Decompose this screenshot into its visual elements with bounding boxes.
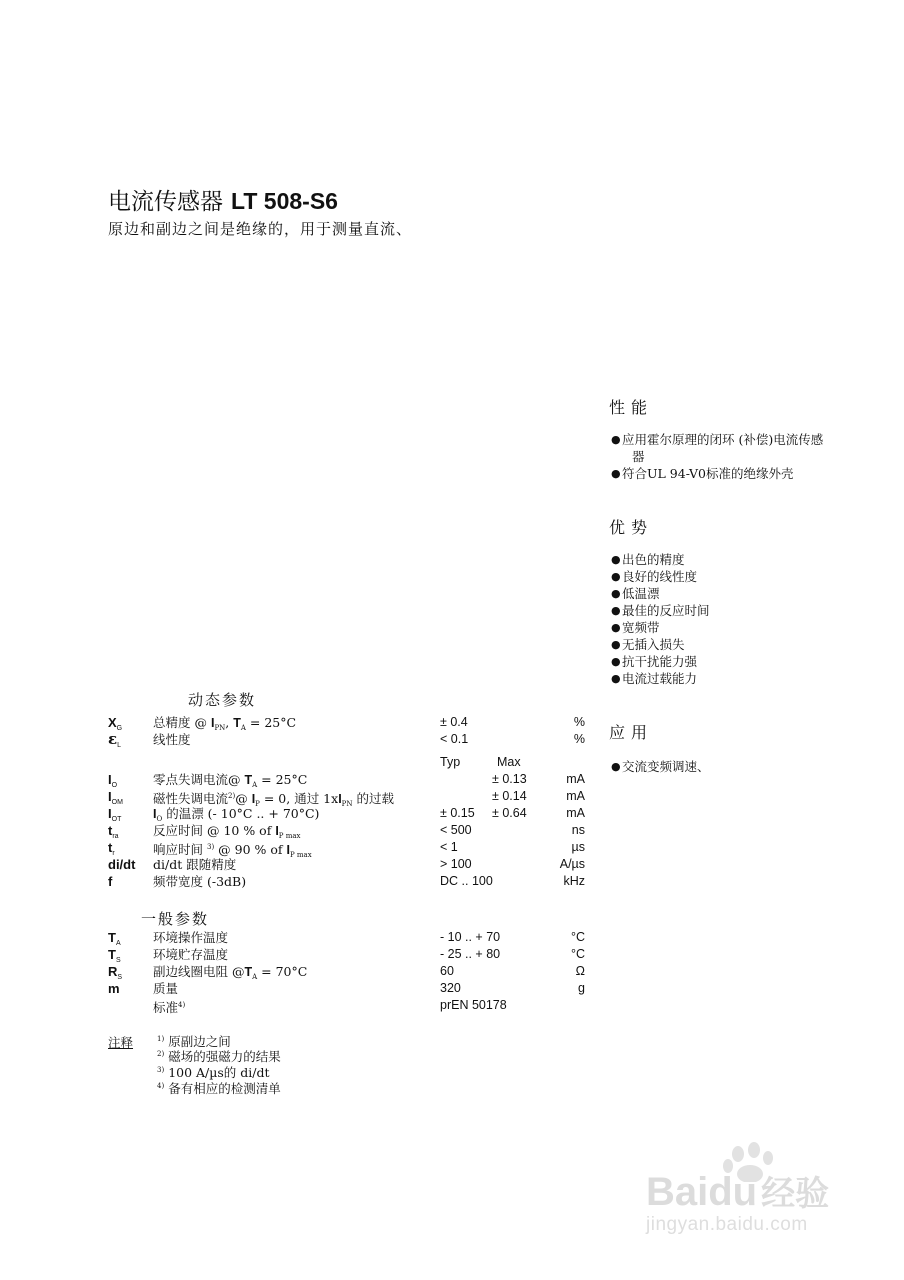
param-typ: - 10 .. + 70 (440, 930, 501, 944)
performance-heading: 性能 (609, 398, 654, 417)
table-row (108, 839, 588, 860)
table-row (108, 980, 588, 997)
table-row (108, 731, 588, 748)
list-item: ● 宽频带 (611, 620, 660, 635)
param-description: 响应时间 $^{3)}$ @ 90 % of $I_{P max}$ (153, 842, 312, 860)
param-max: ± 0.13 (492, 772, 527, 786)
param-description: 零点失调电流@ $T_A = 25^\circ C$ (153, 772, 308, 789)
list-item: ● 交流变频调速、 (611, 759, 710, 774)
param-unit: mA (566, 772, 585, 786)
dynamic-params-heading: 动态参数 (188, 691, 257, 709)
table-row (108, 873, 588, 890)
param-unit: A/µs (559, 857, 585, 871)
param-unit: mA (566, 789, 585, 803)
table-row (108, 822, 588, 839)
list-item: ● 无插入损失 (611, 637, 685, 652)
applications-heading: 应用 (609, 723, 654, 742)
param-description: 总精度 @ $I_{PN}$, $T_A = 25^\circ C$ (153, 715, 297, 732)
watermark-brand-cn: 经验 (761, 1174, 830, 1214)
bullet-icon: ● (611, 638, 621, 651)
param-unit: % (573, 732, 585, 746)
table-row (108, 963, 588, 980)
param-description: di/dt 跟随精度 (153, 857, 237, 872)
list-item: ● 电流过载能力 (611, 671, 698, 686)
param-symbol: di/dt (108, 857, 136, 872)
performance-list (611, 431, 851, 482)
param-description: 副边线圈电阻 $@T_A = 70^\circ C$ (153, 964, 308, 981)
table-row (108, 788, 588, 809)
col-header-max: Max (497, 755, 521, 769)
list-item: ● 低温漂 (611, 586, 660, 601)
param-unit: g (578, 981, 585, 995)
bullet-icon: ● (611, 433, 621, 446)
param-symbol: $X_G$ (108, 715, 123, 732)
param-typ: < 500 (440, 823, 472, 837)
param-typ: ± 0.4 (440, 715, 468, 729)
table-row (108, 771, 588, 788)
table-row (108, 714, 588, 731)
notes-label: 注释 (108, 1035, 134, 1050)
bullet-icon: ● (611, 587, 621, 600)
param-unit: % (573, 715, 585, 729)
param-description: 反应时间 @ 10 % of $I_{P max}$ (153, 823, 301, 840)
bullet-icon: ● (611, 604, 621, 617)
param-max: ± 0.64 (492, 806, 527, 820)
param-unit: °C (570, 947, 585, 961)
param-unit: ns (571, 823, 585, 837)
watermark-url: jingyan.baidu.com (646, 1214, 808, 1235)
param-symbol: m (108, 981, 120, 996)
bullet-icon: ● (611, 672, 621, 685)
note-item: $^{4)}$ 备有相应的检测清单 (157, 1081, 281, 1096)
list-item: ● 最佳的反应时间 (611, 603, 710, 618)
param-description: 环境操作温度 (153, 930, 229, 945)
param-symbol: $T_A$ (108, 930, 121, 947)
table-row (108, 856, 588, 873)
param-symbol: f (108, 874, 113, 889)
document-title (108, 183, 338, 216)
table-row (108, 997, 588, 1014)
table-row (108, 946, 588, 963)
param-symbol: $T_S$ (108, 947, 121, 964)
baidu-watermark (646, 1142, 866, 1235)
param-unit: Ω (575, 964, 585, 978)
param-symbol: $t_{ra}$ (108, 823, 119, 840)
param-typ: < 1 (440, 840, 458, 854)
note-item: $^{2)}$ 磁场的强磁力的结果 (157, 1049, 281, 1064)
advantages-list (611, 551, 851, 687)
param-unit: °C (570, 930, 585, 944)
param-typ: < 0.1 (440, 732, 469, 746)
param-symbol: $\varepsilon_L$ (108, 730, 122, 749)
param-description: 磁性失调电流$^{2)}$@ $I_P = 0$, 通过 $1xI_{PN}$ 的过载 (153, 791, 394, 809)
list-item: ● 出色的精度 (611, 552, 685, 567)
list-item: ● 符合UL 94-V0标准的绝缘外壳 (611, 466, 794, 481)
param-max: ± 0.14 (492, 789, 527, 803)
param-unit: kHz (563, 874, 585, 888)
bullet-icon: ● (611, 570, 621, 583)
bullet-icon: ● (611, 467, 621, 480)
param-typ: 60 (440, 964, 454, 978)
note-item: $^{1)}$ 原副边之间 (157, 1034, 231, 1049)
param-description: 质量 (153, 981, 179, 996)
list-item: ● 抗干扰能力强 (611, 654, 698, 669)
param-description: 标准$^{4)}$ (153, 1000, 186, 1016)
param-symbol: $t_r$ (108, 840, 115, 857)
bullet-icon: ● (611, 760, 621, 773)
param-description: 线性度 (153, 732, 191, 747)
param-typ: DC .. 100 (440, 874, 493, 888)
param-unit: mA (566, 806, 585, 820)
advantages-heading: 优势 (609, 518, 654, 537)
col-header-typ: Typ (440, 755, 461, 769)
note-item: $^{3)}$ 100 A/µs的 di/dt (157, 1065, 270, 1080)
param-typ: - 25 .. + 80 (440, 947, 501, 961)
param-typ: ± 0.15 (440, 806, 475, 820)
table-row (108, 805, 588, 822)
param-symbol: $I_{OM}$ (108, 789, 123, 806)
param-typ: 320 (440, 981, 461, 995)
general-params-heading: 一般参数 (141, 910, 210, 928)
param-symbol: $I_{OT}$ (108, 806, 122, 823)
param-typ: prEN 50178 (440, 998, 507, 1012)
param-description: 频带宽度 (-3dB) (153, 874, 247, 889)
table-row (108, 929, 588, 946)
param-unit: µs (571, 840, 585, 854)
param-typ: > 100 (440, 857, 472, 871)
bullet-icon: ● (611, 553, 621, 566)
bullet-icon: ● (611, 655, 621, 668)
param-symbol: $R_S$ (108, 964, 123, 981)
title-cn: 电流传感器 (108, 189, 223, 215)
document-subtitle: 原边和副边之间是绝缘的，用于测量直流、 (108, 220, 413, 238)
list-item: ● 良好的线性度 (611, 569, 698, 584)
param-symbol: $I_O$ (108, 772, 118, 789)
watermark-brand: Baidu (646, 1170, 758, 1214)
param-description: 环境贮存温度 (153, 947, 229, 962)
bullet-icon: ● (611, 621, 621, 634)
list-item: ● 应用霍尔原理的闭环 (补偿)电流传感 器 (611, 432, 824, 464)
param-description: $I_O$ 的温漂 (- 10°C .. + 70°C) (153, 806, 320, 823)
model-number: LT 508-S6 (231, 188, 338, 214)
applications-list (611, 758, 851, 775)
